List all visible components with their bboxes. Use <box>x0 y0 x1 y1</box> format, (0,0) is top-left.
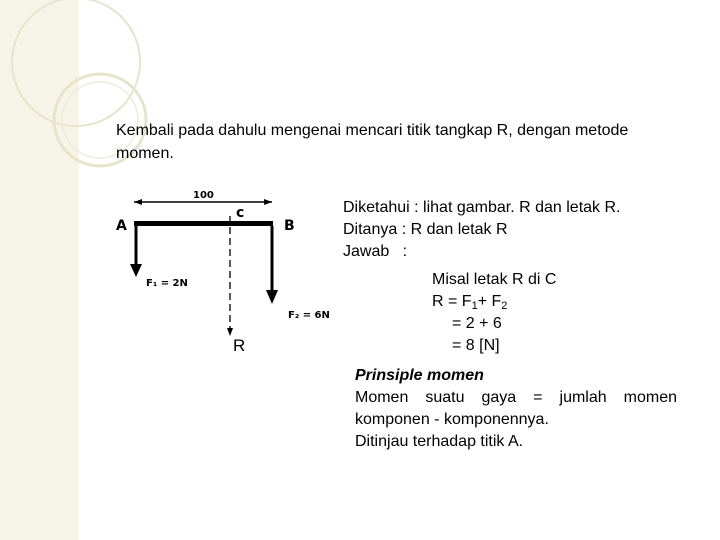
calc-r-prefix: R = F <box>432 293 472 310</box>
jawab-line: Jawab : <box>343 243 408 260</box>
calc-sub-1: 1 <box>471 300 478 312</box>
diketahui-line: Diketahui : lihat gambar. R dan letak R. <box>343 199 621 216</box>
intro-line-2: momen. <box>116 145 174 162</box>
given-block <box>343 197 713 263</box>
dimension-arrow-right <box>264 199 272 205</box>
beam <box>134 221 273 226</box>
point-c-label: c <box>236 205 245 221</box>
principle-line-1: Momen suatu gaya = jumlah momen <box>355 389 677 406</box>
force-f1-arrow <box>130 264 142 277</box>
f1-label: F₁ = 2N <box>146 278 188 289</box>
ditanya-line: Ditanya : R dan letak R <box>343 221 508 238</box>
intro-line-1: Kembali pada dahulu mengenai mencari titik tangkap R, dengan metode <box>116 122 629 139</box>
calc-sub-2: 2 <box>501 300 508 312</box>
intro-text <box>116 119 716 165</box>
point-b-label: B <box>284 218 295 234</box>
dimension-arrow-left <box>134 199 142 205</box>
principle-line-2: komponen - komponennya. <box>355 411 549 428</box>
calc-line-1: Misal letak R di C <box>432 271 557 288</box>
calc-line-2 <box>432 291 712 313</box>
principle-title: Prinsiple momen <box>355 367 484 384</box>
force-f2-arrow <box>266 290 278 304</box>
calculation-block <box>432 269 712 357</box>
distance-label: 100 <box>193 190 214 201</box>
f2-label: F₂ = 6N <box>288 310 330 321</box>
calc-line-3: = 2 + 6 <box>452 315 502 332</box>
principle-line-3: Ditinjau terhadap titik A. <box>355 433 524 450</box>
force-diagram <box>100 180 360 360</box>
calc-line-4: = 8 [N] <box>452 337 500 354</box>
resultant-r-arrow <box>227 328 233 336</box>
principle-block <box>355 365 677 453</box>
r-label: R <box>233 336 246 355</box>
point-a-label: A <box>116 218 127 234</box>
calc-plus: + F <box>477 293 502 310</box>
